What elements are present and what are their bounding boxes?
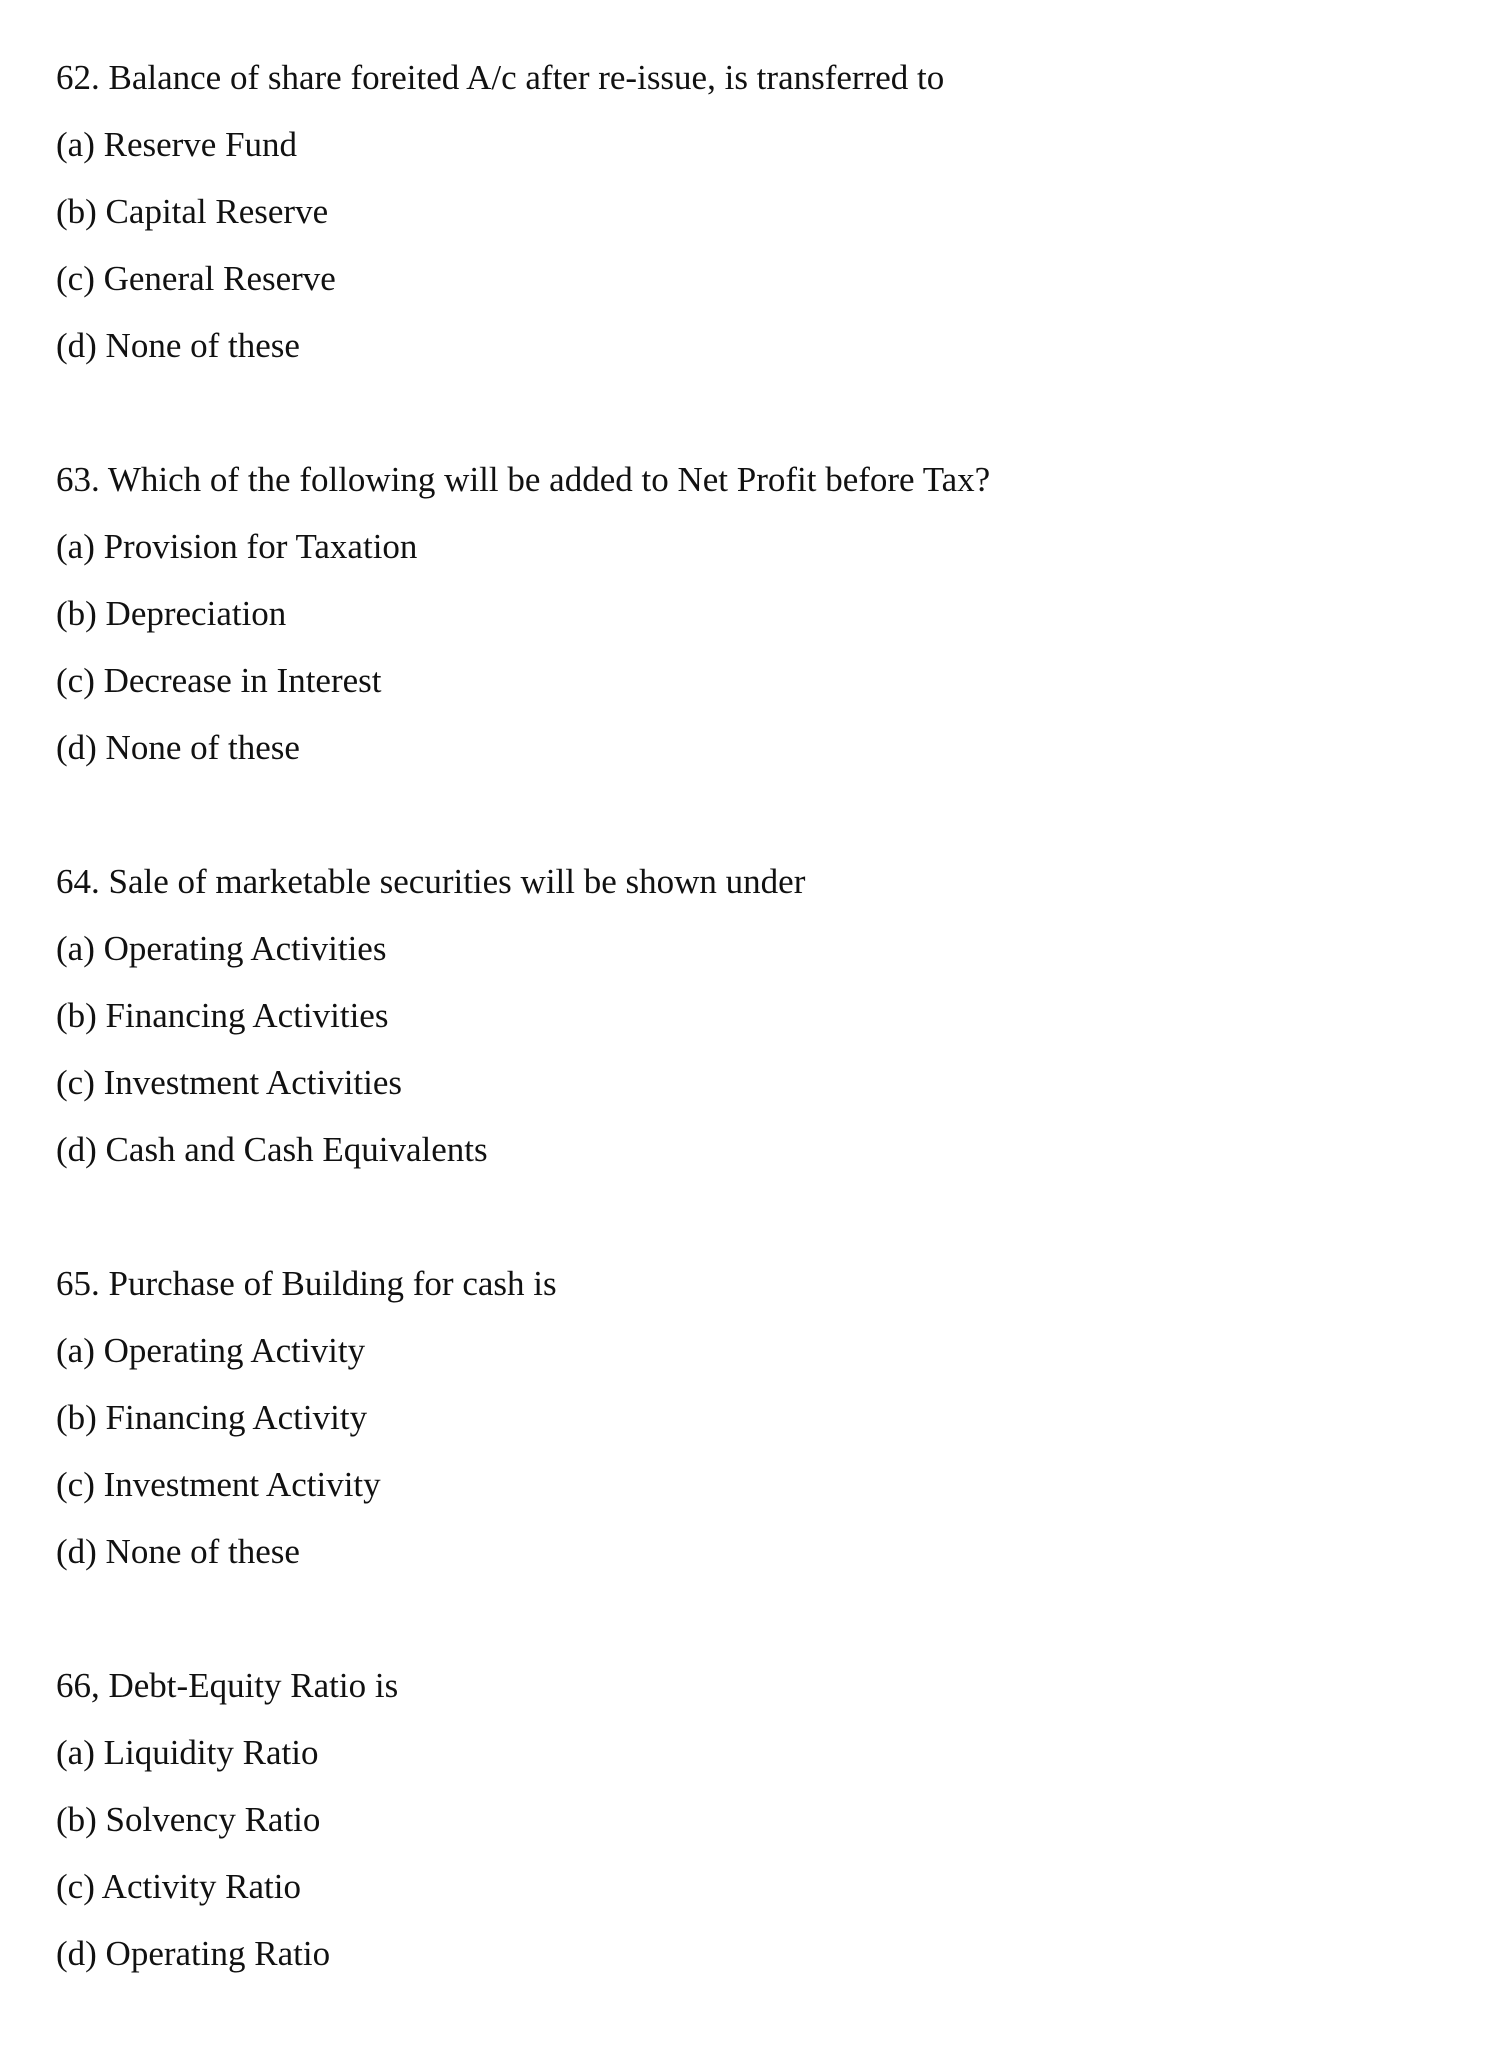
question-65 <box>56 1250 990 1585</box>
option-b: (b) Solvency Ratio <box>56 1800 321 1839</box>
option-c: (c) General Reserve <box>56 259 336 298</box>
option-a: (a) Operating Activities <box>56 929 387 968</box>
option-b: (b) Financing Activity <box>56 1398 368 1437</box>
option-b: (b) Capital Reserve <box>56 192 329 231</box>
option-c: (c) Investment Activities <box>56 1063 403 1102</box>
question-text: 65. Purchase of Building for cash is <box>56 1264 557 1303</box>
question-66 <box>56 1652 990 1987</box>
question-text: 64. Sale of marketable securities will be shown under <box>56 862 806 901</box>
option-b: (b) Financing Activities <box>56 996 389 1035</box>
option-d: (d) None of these <box>56 1532 300 1571</box>
option-a: (a) Provision for Taxation <box>56 527 418 566</box>
option-a: (a) Liquidity Ratio <box>56 1733 319 1772</box>
option-a: (a) Reserve Fund <box>56 125 298 164</box>
option-d: (d) None of these <box>56 326 300 365</box>
question-64 <box>56 848 990 1183</box>
option-d: (d) Operating Ratio <box>56 1934 331 1973</box>
option-a: (a) Operating Activity <box>56 1331 366 1370</box>
option-c: (c) Investment Activity <box>56 1465 381 1504</box>
document-page <box>56 44 990 2054</box>
question-text: 66, Debt-Equity Ratio is <box>56 1666 399 1705</box>
question-63 <box>56 446 990 781</box>
question-text: 63. Which of the following will be added to Net Profit before Tax? <box>56 460 991 499</box>
option-b: (b) Depreciation <box>56 594 287 633</box>
question-text: 62. Balance of share foreited A/c after re-issue, is transferred to <box>56 58 945 97</box>
option-d: (d) Cash and Cash Equivalents <box>56 1130 488 1169</box>
option-d: (d) None of these <box>56 728 300 767</box>
question-62 <box>56 44 990 379</box>
option-c: (c) Activity Ratio <box>56 1867 301 1906</box>
option-c: (c) Decrease in Interest <box>56 661 382 700</box>
